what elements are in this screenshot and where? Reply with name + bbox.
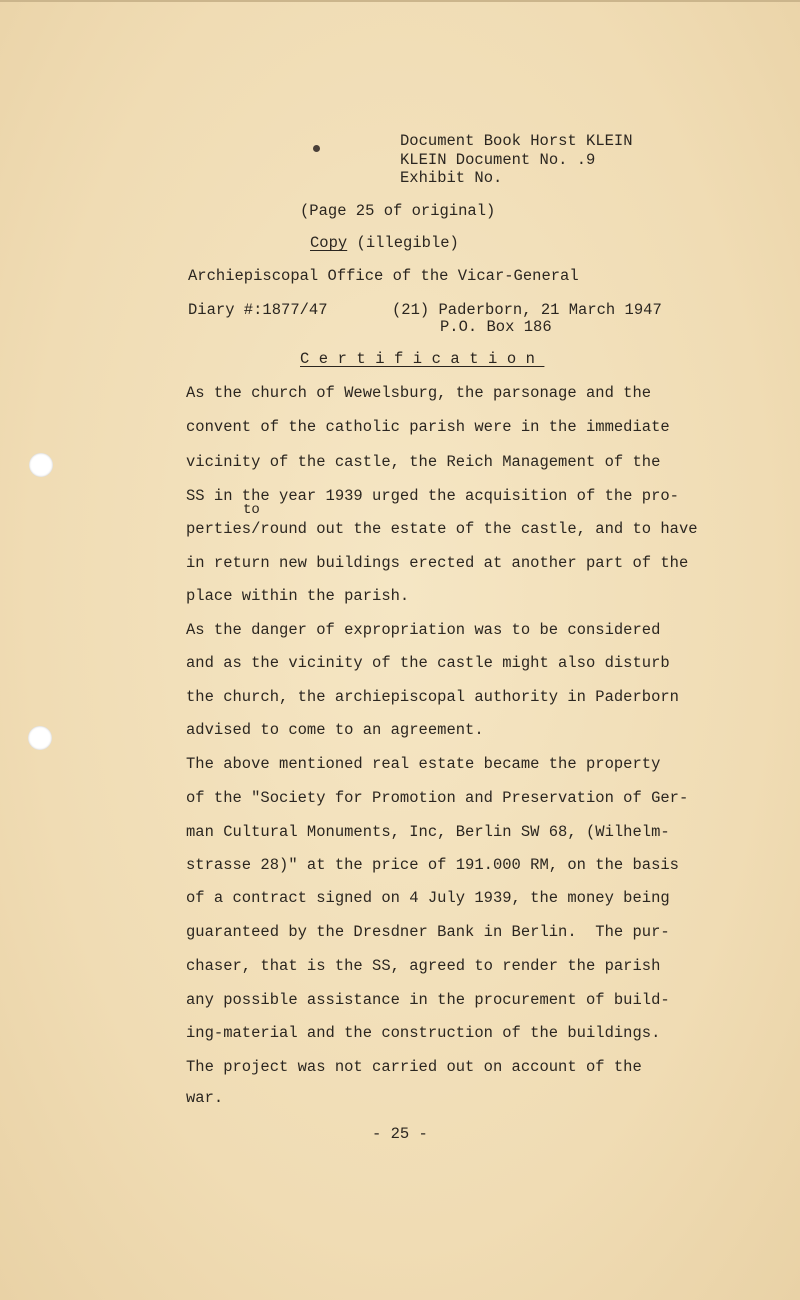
body-line: man Cultural Monuments, Inc, Berlin SW 68, (Wilhelm- [186,823,670,841]
body-line: of a contract signed on 4 July 1939, the money being [186,889,670,907]
body-line: As the church of Wewelsburg, the parsonage and the [186,384,652,402]
diary-number: Diary #:1877/47 [188,301,328,319]
body-line: The above mentioned real estate became the property [186,755,661,773]
doc-no-line: KLEIN Document No. .9 [400,151,596,169]
body-line: of the "Society for Promotion and Preservation of Ger- [186,789,689,807]
body-line: ing-material and the construction of the buildings. [186,1024,661,1042]
page-reference: (Page 25 of original) [300,202,496,220]
body-line: war. [186,1089,224,1107]
body-line: strasse 28)" at the price of 191.000 RM, on the basis [186,856,679,874]
body-line: chaser, that is the SS, agreed to render the parish [186,957,661,975]
place-date: (21) Paderborn, 21 March 1947 [392,301,662,319]
certification-title: Certification [300,350,545,368]
body-line: place within the parish. [186,587,410,605]
doc-book-line: Document Book Horst KLEIN [400,132,633,150]
interlinear-insertion: to [243,502,260,518]
punch-hole-bottom [28,726,52,750]
po-box: P.O. Box 186 [440,318,552,336]
ink-dot [313,145,320,152]
body-line: convent of the catholic parish were in the immediate [186,418,670,436]
punch-hole-top [29,453,53,477]
body-line: As the danger of expropriation was to be considered [186,621,661,639]
office-line: Archiepiscopal Office of the Vicar-General [188,267,579,285]
body-line: and as the vicinity of the castle might also disturb [186,654,670,672]
body-line: advised to come to an agreement. [186,721,484,739]
body-line: vicinity of the castle, the Reich Management of the [186,453,661,471]
copy-line [310,233,459,253]
body-line: The project was not carried out on account of the [186,1058,642,1076]
body-line: any possible assistance in the procurement of build- [186,991,670,1009]
copy-word: Copy [310,234,348,252]
exhibit-line: Exhibit No. [400,169,503,187]
body-line: in return new buildings erected at another part of the [186,554,689,572]
body-line: SS in the year 1939 urged the acquisition of the pro- [186,487,679,505]
body-line: the church, the archiepiscopal authority in Paderborn [186,688,679,706]
copy-note: (illegible) [356,234,459,252]
page-number: - 25 - [372,1125,428,1143]
body-line: perties/round out the estate of the castle, and to have [186,520,698,538]
body-line: guaranteed by the Dresdner Bank in Berlin. The pur- [186,923,670,941]
